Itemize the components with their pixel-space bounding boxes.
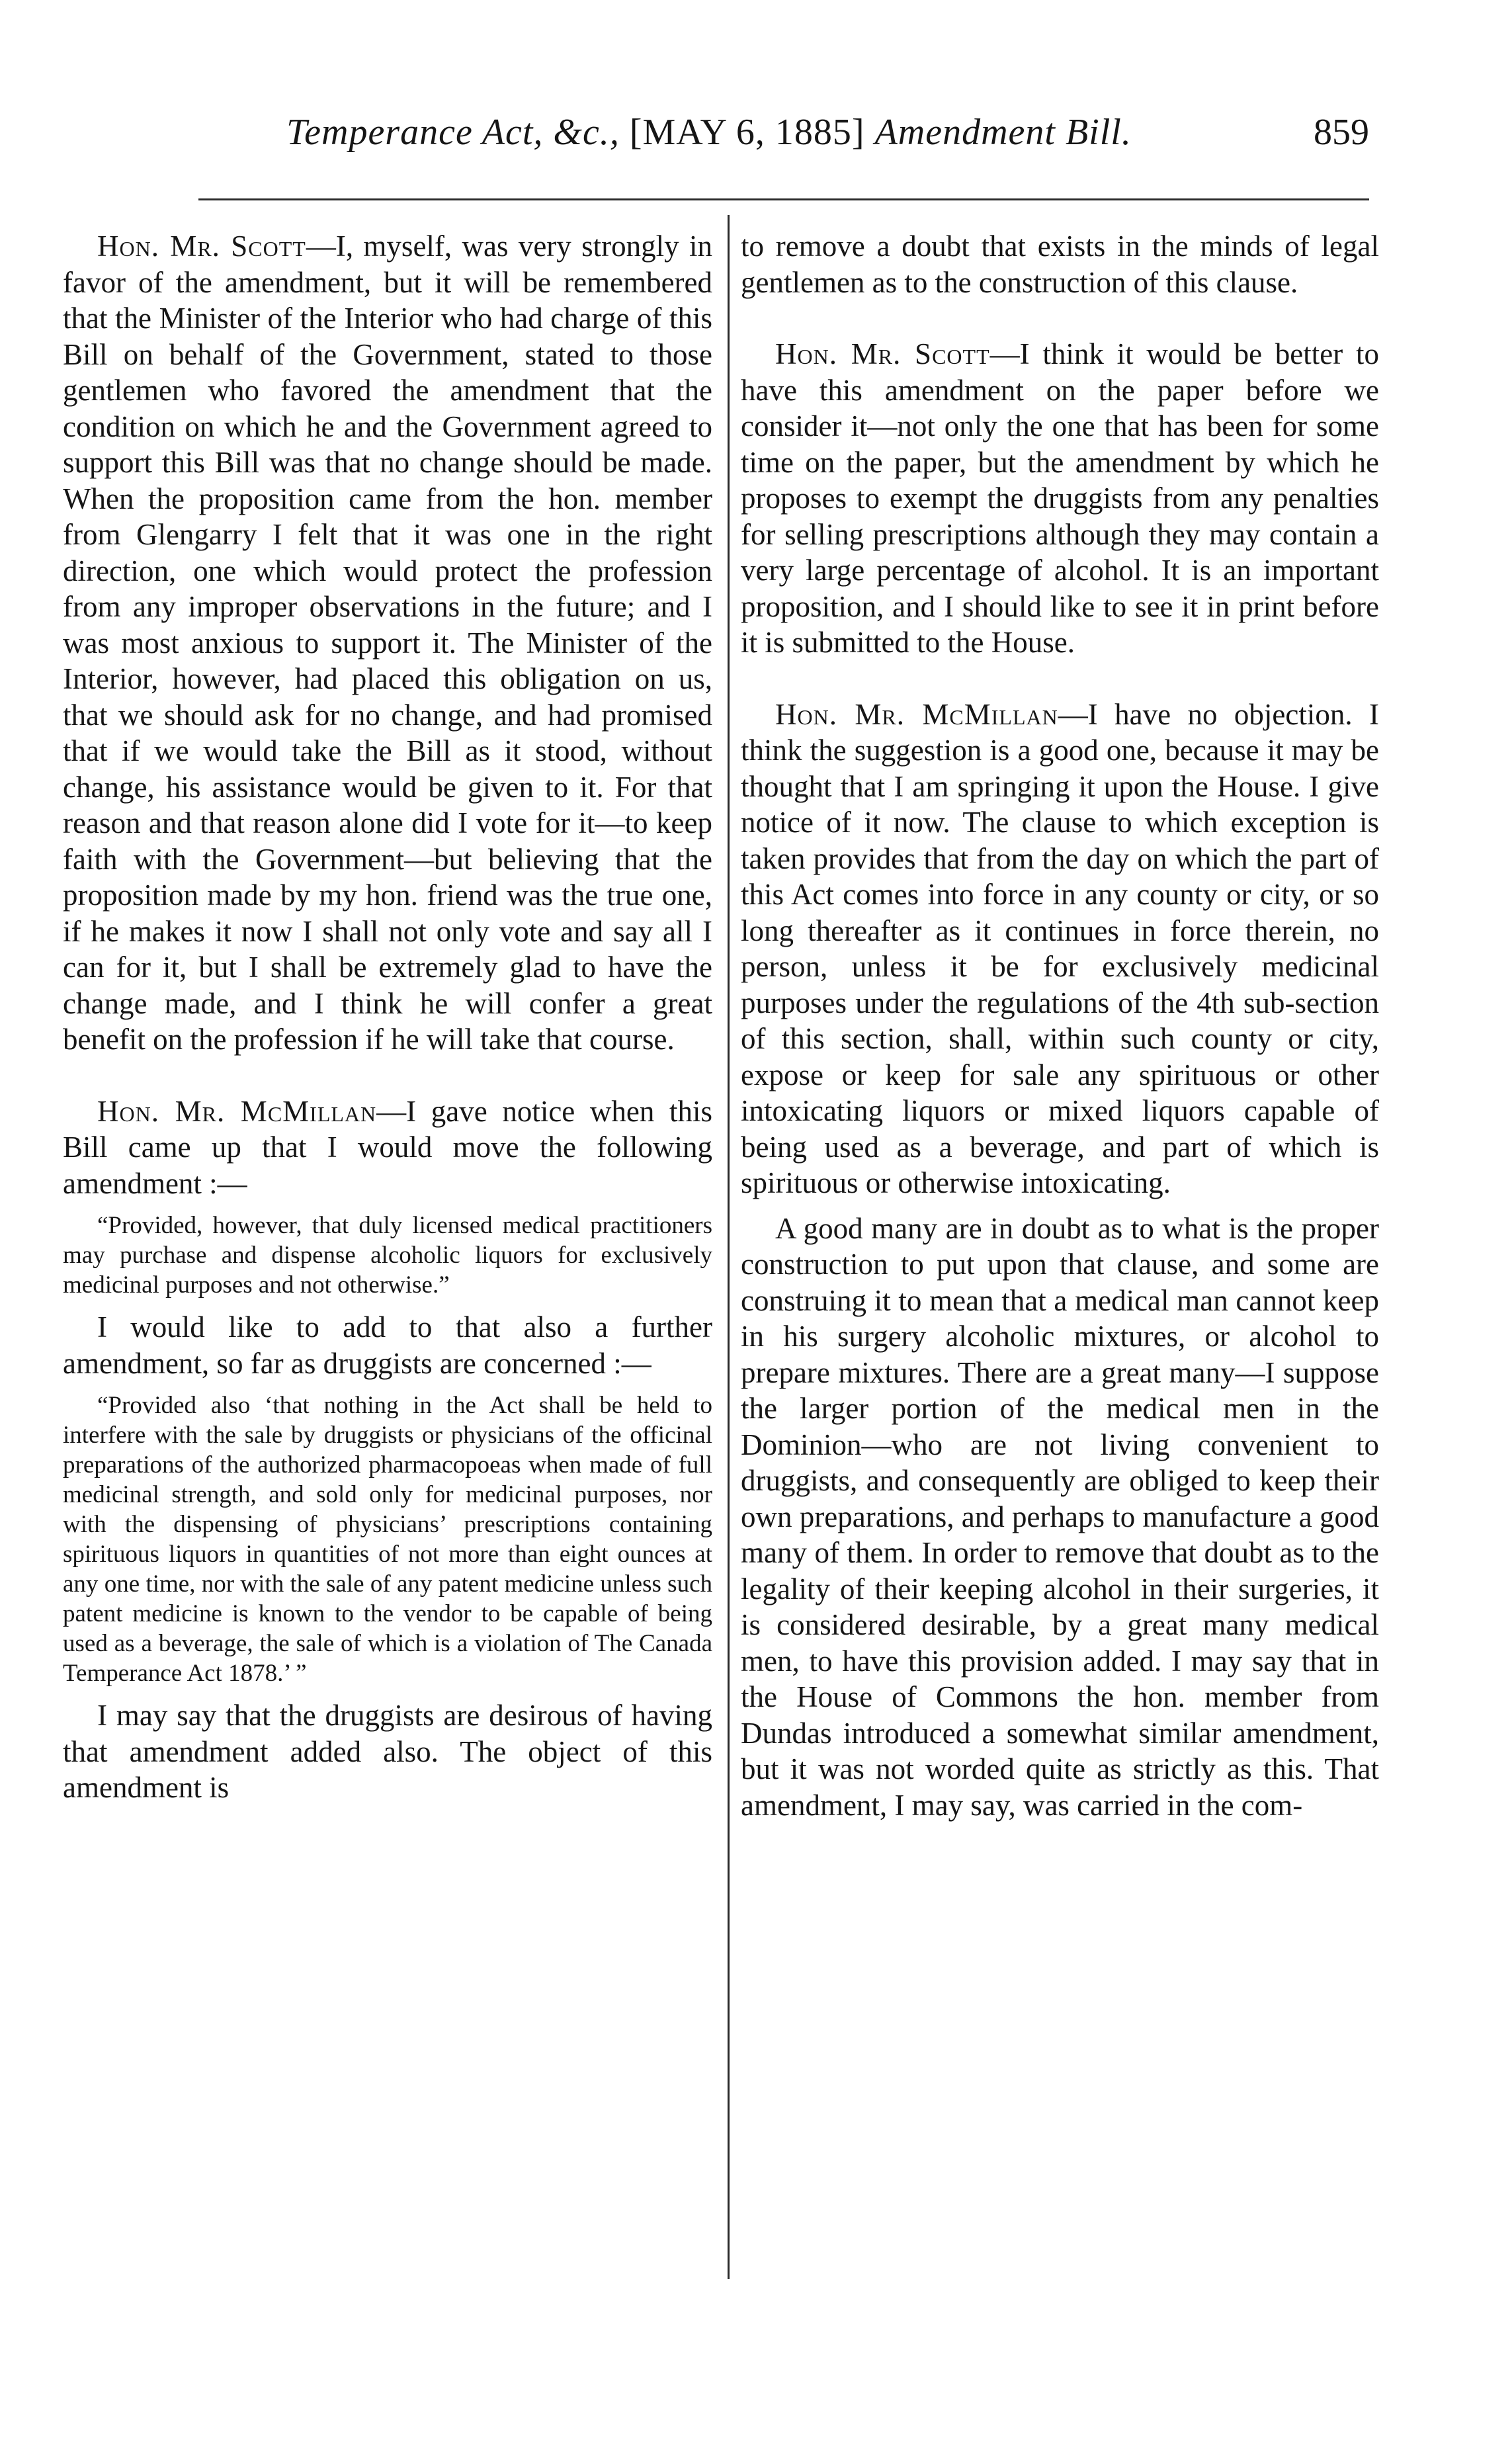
page-number: 859: [1314, 112, 1369, 153]
scott-reply: [741, 336, 1379, 661]
construction-paragraph: A good many are in doubt as to what is the proper construction to put upon that clause, and some are construing it to mean that a medical man cannot keep in his surgery alcoholic mixtures, or alcohol to prepare mixtures. There are a great many—I suppose the larger portion of the medical men in the Dominion—who are not living convenient to druggists, and consequently are obliged to keep their own preparations, and perhaps to manufacture a good many of them. In order to remove that doubt as to the legality of their keeping alcohol in their surgeries, it is considered desirable, by a great many medical men, to have this provision added. I may say that in the House of Commons the hon. member from Dundas introduced a somewhat similar amendment, but it was not worded quite as strictly as this. That amendment, I may say, was carried in the com-: [741, 1211, 1379, 1822]
speaker-name: Hon. Mr. McMillan: [97, 1094, 377, 1128]
running-title-date: [MAY 6, 1885]: [629, 112, 875, 153]
page-header: [132, 111, 1382, 171]
speaker-name: Hon. Mr. Scott: [775, 337, 990, 370]
running-title-right: Amendment Bill.: [874, 112, 1132, 153]
speech-text: —I, myself, was very strongly in favor of the amendment, but it will be remembered that the Minister of the Interior who had charge of this Bill on behalf of the Government, stated to those gentlemen who favored the amendment that the condition on which he and the Government agreed to support this Bill was that no change should be made. When the proposition came from the hon. member from Glengarry I felt that it was one in the right direction, one which would protect the profession from any improper observations in the future; and I was most anxious to support it. The Minister of the Interior, however, had placed this obligation on us, that we should ask for no change, and had promised that if we would take the Bill as it stood, without change, his assistance would be given to it. For that reason and that reason alone did I vote for it—to keep faith with the Government—but believing that the proposition made by my hon. friend was the true one, if he makes it now I shall not only vote and say all I can for it, but I shall be extremely glad to have the change made, and I think he will confer a great benefit on the profession if he will take that course.: [63, 230, 712, 1056]
header-rule: [198, 198, 1369, 200]
druggists-paragraph: I may say that the druggists are desirous of having that amendment added also. The object of this amendment is: [63, 1699, 712, 1804]
amendment-quote-2: “Provided also ‘that nothing in the Act shall be held to interfere with the sale by druggists or physicians of the officinal preparations of the authorized pharmacopoeas when made of full medicinal strength, and sold only for medicinal purposes, nor with the dispensing of physicians’ prescriptions containing spirituous liquors in quantities of not more than eight ounces at any one time, nor with the sale of any patent medicine unless such patent medicine is known to the vendor to be capable of being used as a beverage, the sale of which is a violation of The Canada Temperance Act 1878.’ ”: [63, 1392, 712, 1687]
continued-paragraph: to remove a doubt that exists in the minds of legal gentlemen as to the construction of this clause.: [741, 230, 1379, 299]
scott-speech: [63, 228, 712, 1058]
speaker-name: Hon. Mr. McMillan: [775, 697, 1058, 731]
mcmillan-reply: [741, 697, 1379, 1201]
amendment-quote-1: “Provided, however, that duly licensed medical practitioners may purchase and dispense alcoholic liquors for exclusively medicinal purposes and not otherwise.”: [63, 1212, 712, 1299]
speaker-name: Hon. Mr. Scott: [97, 230, 306, 263]
left-column: [63, 228, 712, 1806]
running-title-left: Temperance Act, &c.,: [286, 112, 630, 153]
speech-text: —I have no objection. I think the suggestion is a good one, because it may be thought that I am springing it upon the House. I give notice of it now. The clause to which exception is taken provides that from the day on which the part of this Act comes into force in any county or city, or so long thereafter as it continues in force therein, no person, unless it be for exclusively medicinal purposes under the regulations of the 4th sub-section of this section, shall, within such county or city, expose or keep for sale any spirituous or other intoxicating liquors or mixed liquors capable of being used as a beverage, and part of which is spirituous or otherwise intoxicating.: [741, 697, 1379, 1199]
column-divider: [728, 215, 730, 2279]
running-title: [180, 111, 1238, 153]
mcmillan-speech: [63, 1093, 712, 1202]
further-amendment-paragraph: I would like to add to that also a further amendment, so far as druggists are concerned :—: [63, 1310, 712, 1380]
right-column: [741, 228, 1379, 1823]
speech-text: —I think it would be better to have this amendment on the paper before we consider it—not only the one that has been for some time on the paper, but the amendment by which he proposes to exempt the druggists from any penalties for selling prescriptions although they may contain a very large percentage of alcohol. It is an important proposition, and I should like to see it in print before it is submitted to the House.: [741, 337, 1379, 659]
speech-text: —I gave notice when this Bill came up that I would move the following amendment :—: [63, 1094, 712, 1200]
